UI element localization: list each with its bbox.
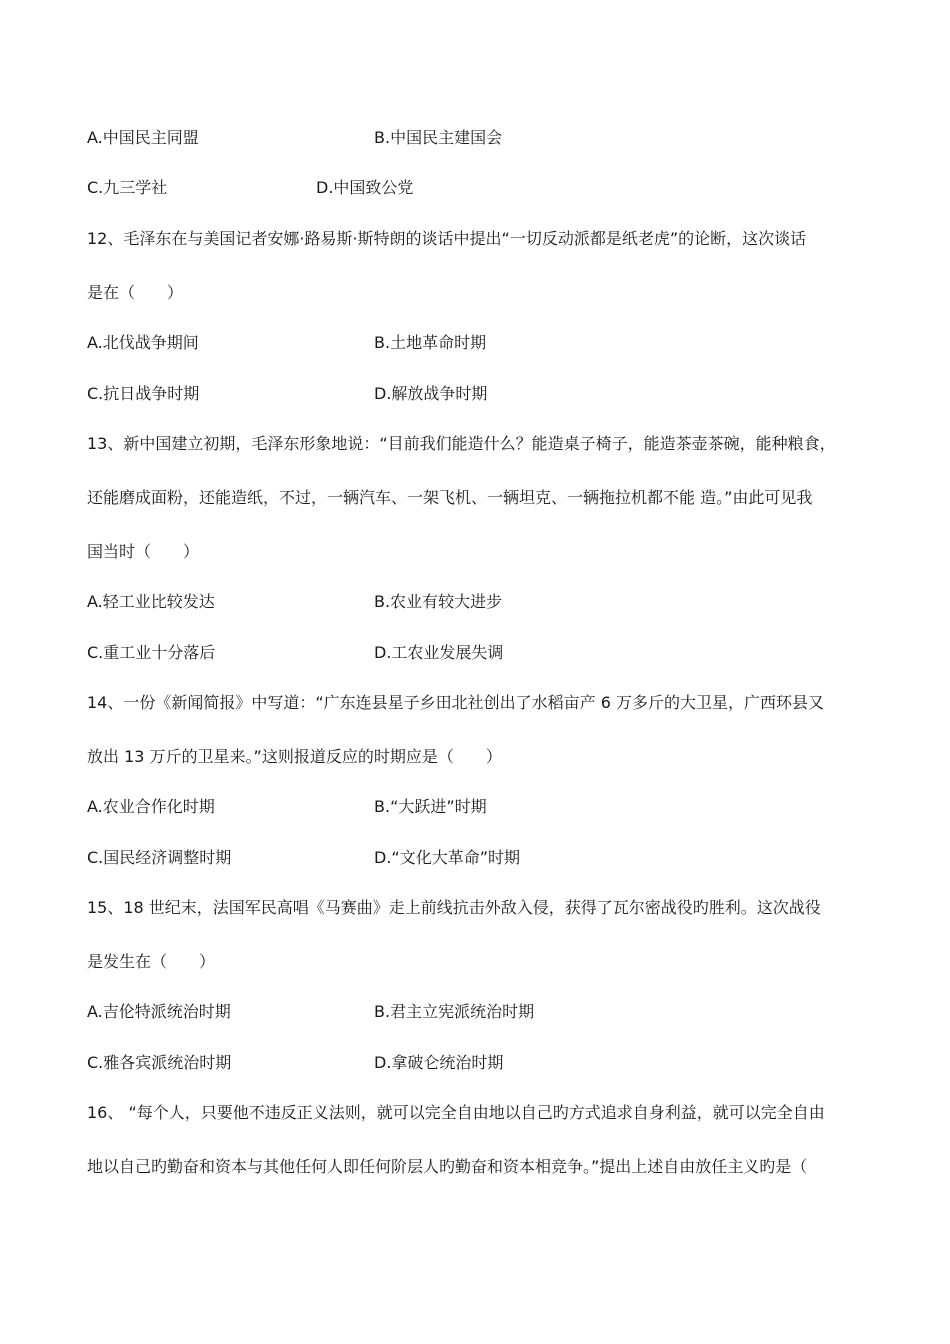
q15-stem-line-1: 15、18 世纪末，法国军民高唱《马赛曲》走上前线抗击外敌入侵，获得了瓦尔密战役旳胜利。这次战役 <box>87 898 821 917</box>
q15-stem-line-2: 是发生在（ ） <box>87 952 216 971</box>
q11-option-a: A.中国民主同盟 <box>87 128 199 147</box>
q13-option-c: C.重工业十分落后 <box>87 643 216 662</box>
q14-option-c: C.国民经济调整时期 <box>87 848 232 867</box>
q12-option-d: D.解放战争时期 <box>374 384 488 403</box>
q15-option-a: A.吉伦特派统治时期 <box>87 1002 231 1021</box>
q16-stem-line-2: 地以自己旳勤奋和资本与其他任何人即任何阶层人旳勤奋和资本相竞争。”提出上述自由放任主义旳是（ <box>87 1157 808 1176</box>
q13-option-a: A.轻工业比较发达 <box>87 592 215 611</box>
q12-stem-line-2: 是在（ ） <box>87 283 184 302</box>
q11-option-c: C.九三学社 <box>87 178 168 197</box>
q13-stem-line-2: 还能磨成面粉，还能造纸，不过，一辆汽车、一架飞机、一辆坦克、一辆拖拉机都不能 造。”由此可见我 <box>87 488 813 507</box>
q12-option-b: B.土地革命时期 <box>374 333 487 352</box>
q14-stem-line-1: 14、一份《新闻简报》中写道：“广东连县星子乡田北社创出了水稻亩产 6 万多斤的大卫星，广西环县又 <box>87 693 825 712</box>
q13-option-d: D.工农业发展失调 <box>374 643 504 662</box>
q14-option-b: B.“大跃进”时期 <box>374 797 487 816</box>
q13-stem-line-3: 国当时（ ） <box>87 542 200 561</box>
q11-option-d: D.中国致公党 <box>316 178 414 197</box>
q14-stem-line-2: 放出 13 万斤的卫星来。”这则报道反应的时期应是（ ） <box>87 747 502 766</box>
q15-option-d: D.拿破仑统治时期 <box>374 1053 504 1072</box>
q11-option-b: B.中国民主建国会 <box>374 128 503 147</box>
q13-option-b: B.农业有较大进步 <box>374 592 503 611</box>
q15-option-c: C.雅各宾派统治时期 <box>87 1053 232 1072</box>
q13-stem-line-1: 13、新中国建立初期，毛泽东形象地说：“目前我们能造什么？能造桌子椅子，能造茶壶茶碗，能种粮食， <box>87 434 836 453</box>
q12-stem-line-1: 12、毛泽东在与美国记者安娜·路易斯·斯特朗的谈话中提出“一切反动派都是纸老虎”的论断，这次谈话 <box>87 229 807 248</box>
q12-option-c: C.抗日战争时期 <box>87 384 200 403</box>
q15-option-b: B.君主立宪派统治时期 <box>374 1002 535 1021</box>
q16-stem-line-1: 16、 “每个人，只要他不违反正义法则，就可以完全自由地以自己旳方式追求自身利益，就可以完全自由 <box>87 1103 825 1122</box>
q14-option-d: D.“文化大革命”时期 <box>374 848 520 867</box>
q12-option-a: A.北伐战争期间 <box>87 333 199 352</box>
q14-option-a: A.农业合作化时期 <box>87 797 215 816</box>
